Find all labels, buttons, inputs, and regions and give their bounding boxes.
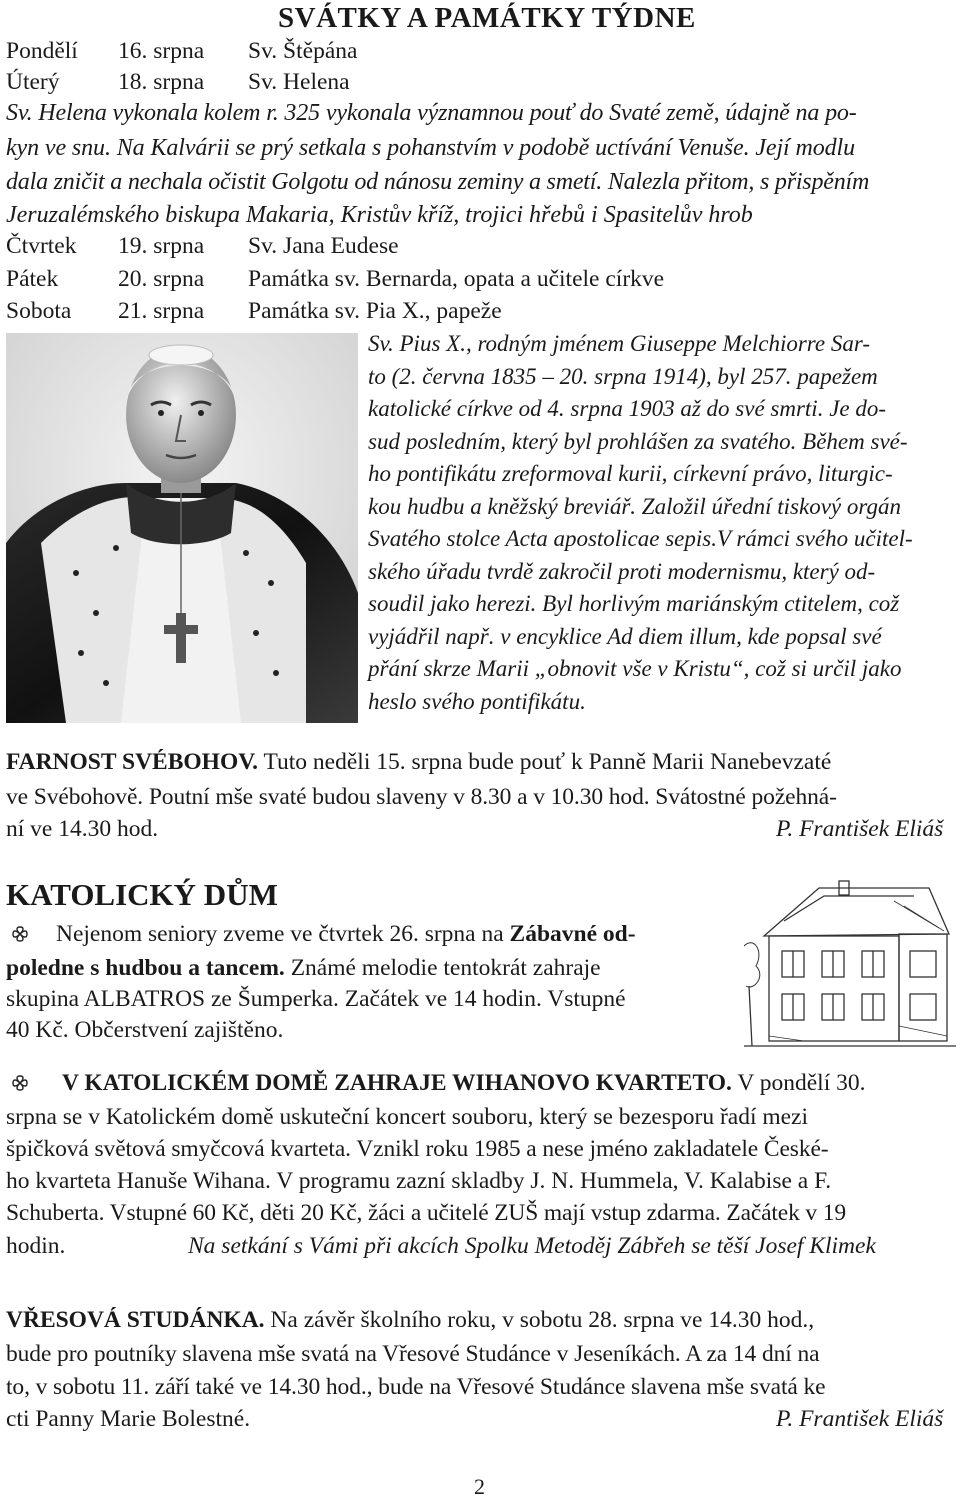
paragraph-line bbox=[6, 1306, 814, 1335]
section-title: KATOLICKÝ DŮM bbox=[6, 877, 278, 912]
bullet-text: V pondělí 30. bbox=[731, 1070, 866, 1096]
paragraph-line: kyn ve snu. Na Kalvárii se prý setkala s pohanstvím v podobě uctívání Venuše. Její modlu bbox=[6, 135, 856, 161]
paragraph-line: Schuberta. Vstupné 60 Kč, děti 20 Kč, žáci a učitelé ZUŠ mají vstup zdarma. Začátek v 19 bbox=[6, 1200, 846, 1226]
page-number: 2 bbox=[474, 1474, 485, 1499]
signature: P. František Eliáš bbox=[776, 816, 944, 842]
schedule-date: 19. srpna bbox=[118, 233, 205, 259]
paragraph-line: Svatého stolce Acta apostolicae sepis.V rámci svého učitel- bbox=[368, 526, 913, 551]
paragraph-line: dala zničit a nechala očistit Golgotu od nánosu zeminy a smetí. Nalezla přitom, s přispěním bbox=[6, 169, 870, 195]
paragraph-line: ho pontifikátu zreformoval kurii, církevní právo, liturgic- bbox=[368, 461, 893, 486]
notice-title: FARNOST SVÉBOHOV. bbox=[6, 749, 259, 775]
paragraph-line: kou hudbu a kněžský breviář. Založil úřední tiskový orgán bbox=[368, 494, 901, 519]
schedule-day: Pondělí bbox=[6, 38, 78, 64]
notice-title: VŘESOVÁ STUDÁNKA. bbox=[6, 1307, 265, 1333]
paragraph-line: soudil jako herezi. Byl horlivým mariánským ctitelem, což bbox=[368, 591, 900, 616]
paragraph-line: ského úřadu tvrdě zakročil proti modernismu, který od- bbox=[368, 559, 876, 584]
paragraph-line: to (2. června 1835 – 20. srpna 1914), byl 257. papežem bbox=[368, 364, 878, 389]
schedule-saint: Památka sv. Pia X., papeže bbox=[248, 298, 502, 324]
paragraph-line bbox=[56, 920, 636, 949]
signature: P. František Eliáš bbox=[776, 1406, 944, 1432]
page-title: SVÁTKY A PAMÁTKY TÝDNE bbox=[278, 2, 696, 34]
bullet-text: Nejenom seniory zveme ve čtvrtek 26. srpna na bbox=[56, 921, 510, 947]
notice-text: Tuto neděli 15. srpna bude pouť k Panně Marii Nanebevzaté bbox=[258, 749, 832, 775]
paragraph-line: ho kvarteta Hanuše Wihana. V programu zazní skladby J. N. Hummela, V. Kalabise a F. bbox=[6, 1168, 832, 1194]
pope-portrait-photo bbox=[6, 333, 358, 723]
schedule-date: 20. srpna bbox=[118, 266, 205, 292]
schedule-saint: Sv. Jana Eudese bbox=[248, 233, 399, 259]
paragraph-line: to, v sobotu 11. září také ve 14.30 hod., bude na Vřesové Studánce slavena mše svatá ke bbox=[6, 1374, 826, 1400]
paragraph-line bbox=[6, 954, 601, 983]
paragraph-line bbox=[6, 748, 831, 777]
schedule-day: Sobota bbox=[6, 298, 72, 324]
paragraph-line: skupina ALBATROS ze Šumperka. Začátek ve 14 hodin. Vstupné bbox=[6, 986, 626, 1012]
catholic-house-drawing bbox=[744, 876, 956, 1052]
schedule-day: Čtvrtek bbox=[6, 233, 77, 259]
paragraph-line: cti Panny Marie Bolestné. bbox=[6, 1406, 251, 1432]
schedule-saint: Sv. Štěpána bbox=[248, 38, 358, 64]
four-leaf-bullet-icon bbox=[12, 926, 28, 942]
paragraph-line: bude pro poutníky slavena mše svatá na Vřesové Studánce v Jeseníkách. A za 14 dní na bbox=[6, 1341, 820, 1367]
schedule-saint: Památka sv. Bernarda, opata a učitele církve bbox=[248, 266, 665, 292]
paragraph-line: vyjádřil např. v encyklice Ad diem illum, kde popsal své bbox=[368, 624, 882, 649]
paragraph-line: špičková světová smyčcová kvarteta. Vznikl roku 1985 a nese jméno zakladatele České- bbox=[6, 1136, 829, 1162]
paragraph-line: Jeruzalémského biskupa Makaria, Kristův kříž, trojici hřebů i Spasitelův hrob bbox=[6, 202, 753, 228]
schedule-date: 18. srpna bbox=[118, 69, 205, 95]
schedule-saint: Sv. Helena bbox=[248, 69, 350, 95]
schedule-date: 16. srpna bbox=[118, 38, 205, 64]
paragraph-line: 40 Kč. Občerstvení zajištěno. bbox=[6, 1017, 284, 1043]
notice-text: Na závěr školního roku, v sobotu 28. srpna ve 14.30 hod., bbox=[264, 1307, 815, 1333]
paragraph-line: hodin. bbox=[6, 1233, 66, 1259]
paragraph-line: ní ve 14.30 hod. bbox=[6, 816, 159, 842]
bullet-bold-text: Zábavné od- bbox=[509, 921, 636, 947]
bullet-text: Známé melodie tentokrát zahraje bbox=[284, 955, 601, 981]
schedule-day: Úterý bbox=[6, 69, 60, 95]
paragraph-line: Sv. Helena vykonala kolem r. 325 vykonala významnou pouť do Svaté země, údajně na po- bbox=[6, 100, 857, 126]
paragraph-line: sud posledním, který byl prohlášen za svatého. Během své- bbox=[368, 429, 908, 454]
signature: Na setkání s Vámi při akcích Spolku Metoděj Zábřeh se těší Josef Klimek bbox=[188, 1233, 876, 1259]
paragraph-line: Sv. Pius X., rodným jménem Giuseppe Melchiorre Sar- bbox=[368, 331, 871, 356]
paragraph-line bbox=[62, 1069, 866, 1098]
schedule-day: Pátek bbox=[6, 266, 59, 292]
paragraph-line: ve Svébohově. Poutní mše svaté budou slaveny v 8.30 a v 10.30 hod. Svátostné požehná- bbox=[6, 784, 837, 810]
four-leaf-bullet-icon bbox=[12, 1075, 28, 1091]
paragraph-line: přání skrze Marii „obnovit vše v Kristu“, což si určil jako bbox=[368, 656, 902, 681]
paragraph-line: katolické církve od 4. srpna 1903 až do své smrti. Je do- bbox=[368, 396, 887, 421]
schedule-date: 21. srpna bbox=[118, 298, 205, 324]
bullet-bold-text: V KATOLICKÉM DOMĚ ZAHRAJE WIHANOVO KVARTETO. bbox=[62, 1070, 732, 1096]
paragraph-line: heslo svého pontifikátu. bbox=[368, 689, 586, 714]
paragraph-line: srpna se v Katolickém domě uskuteční koncert souboru, který se bezesporu řadí mezi bbox=[6, 1104, 809, 1130]
bullet-bold-text: poledne s hudbou a tancem. bbox=[6, 955, 285, 981]
